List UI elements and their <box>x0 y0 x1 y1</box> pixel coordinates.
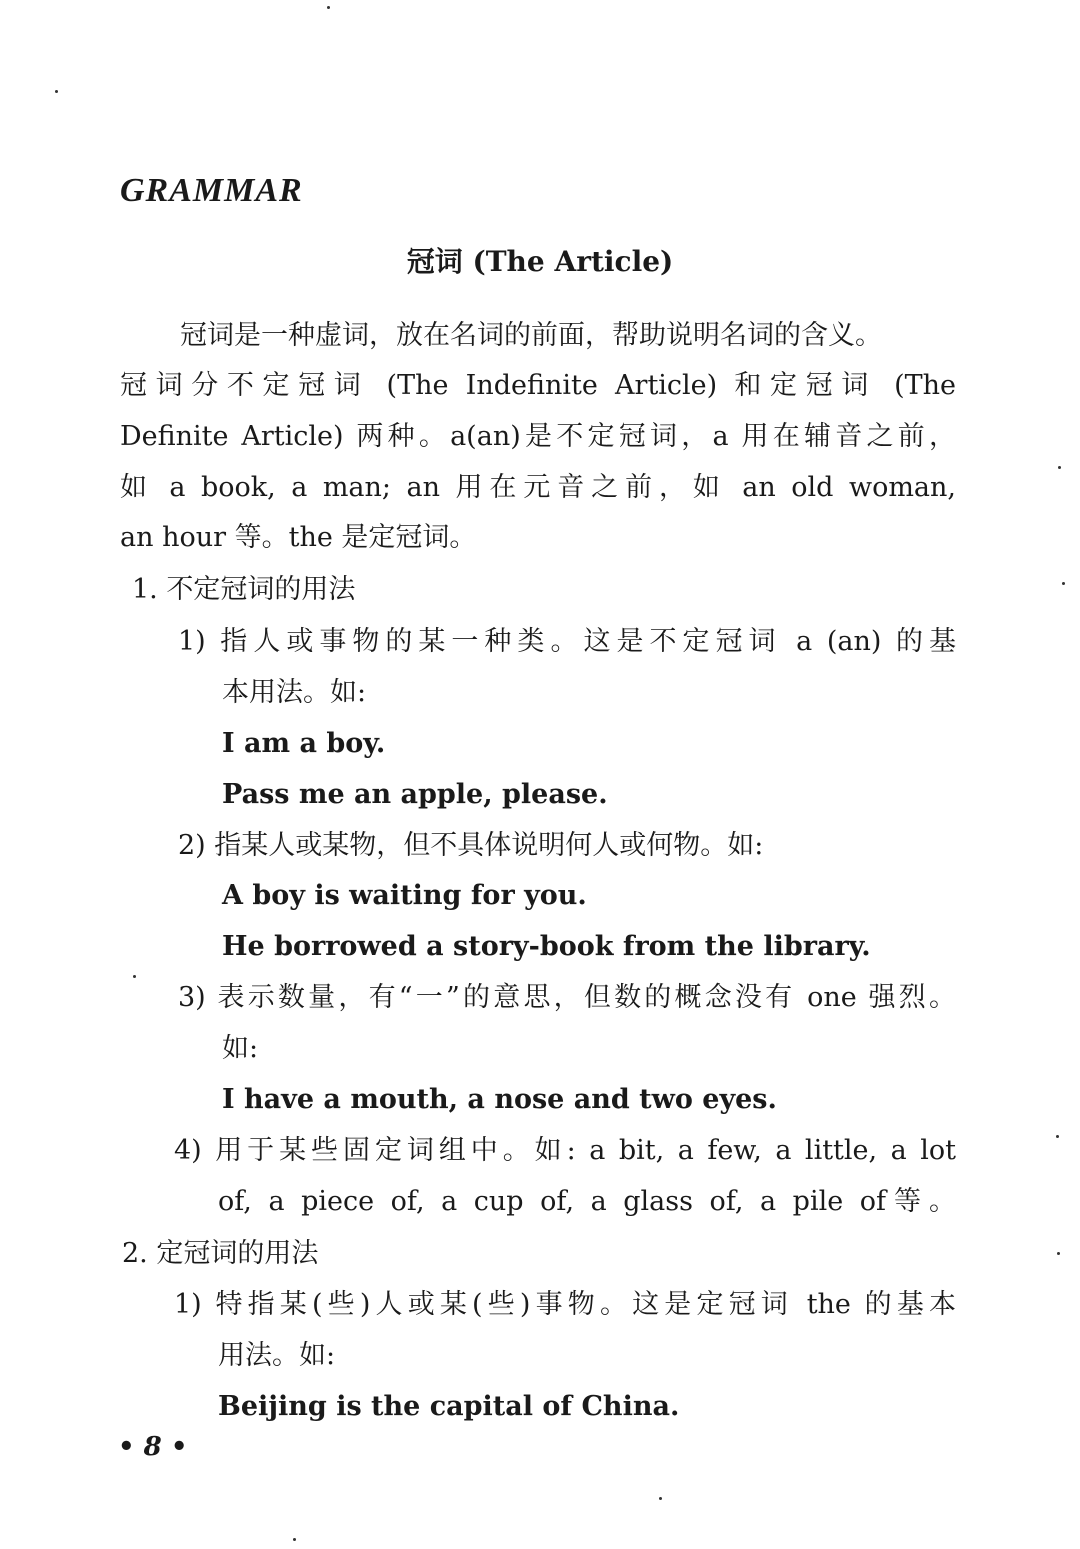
scan-speck <box>293 1538 296 1541</box>
part1-item3-line-1: 3) 表示数量，有“一”的意思，但数的概念没有 one 强烈。 <box>178 982 956 1013</box>
part1-item2-example-1: A boy is waiting for you. <box>222 880 587 911</box>
scan-speck <box>659 1497 662 1500</box>
part1-item2-line-1: 2) 指某人或某物，但不具体说明何人或何物。如: <box>178 830 764 861</box>
intro-line-2: 冠词分不定冠词 (The Indefinite Article) 和定冠词 (The <box>120 370 956 401</box>
article-title: 冠词 (The Article) <box>406 245 674 278</box>
part1-item1-example-1: I am a boy. <box>222 728 386 759</box>
scan-speck <box>1056 1135 1059 1138</box>
intro-line-3: Definite Article) 两种。a(an)是不定冠词，a 用在辅音之前， <box>120 421 956 452</box>
part1-item1-line-1: 1) 指人或事物的某一种类。这是不定冠词 a (an) 的基 <box>178 626 956 657</box>
part2-item1-example-1: Beijing is the capital of China. <box>218 1391 680 1422</box>
section-heading: GRAMMAR <box>120 172 303 209</box>
part1-heading: 1. 不定冠词的用法 <box>132 574 356 605</box>
scan-speck <box>55 90 58 93</box>
intro-line-5: an hour 等。the 是定冠词。 <box>120 522 477 553</box>
intro-line-4: 如 a book, a man; an 用在元音之前，如 an old woman, <box>120 472 956 503</box>
part2-item1-line-1: 1) 特指某(些)人或某(些)事物。这是定冠词 the 的基本 <box>174 1289 956 1320</box>
scan-speck <box>1062 582 1065 585</box>
part2-item1-line-2: 用法。如: <box>218 1340 336 1371</box>
part2-heading: 2. 定冠词的用法 <box>122 1238 319 1269</box>
part1-item1-example-2: Pass me an apple, please. <box>222 779 608 810</box>
scan-speck <box>133 975 136 978</box>
scan-speck <box>327 6 330 9</box>
scan-speck <box>1057 1252 1060 1255</box>
part1-item2-example-2: He borrowed a story-book from the library. <box>222 931 871 962</box>
part1-item3-line-2: 如: <box>222 1033 259 1064</box>
part1-item3-example-1: I have a mouth, a nose and two eyes. <box>222 1084 777 1115</box>
part1-item1-line-2: 本用法。如: <box>222 677 367 708</box>
intro-line-1: 冠词是一种虚词，放在名词的前面，帮助说明名词的含义。 <box>180 320 882 351</box>
page-number: • 8 • <box>118 1432 188 1462</box>
part1-item4-line-2: of, a piece of, a cup of, a glass of, a pile of等。 <box>218 1186 956 1217</box>
scan-speck <box>1058 466 1061 469</box>
part1-item4-line-1: 4) 用于某些固定词组中。如: a bit, a few, a little, a lot <box>174 1135 956 1166</box>
